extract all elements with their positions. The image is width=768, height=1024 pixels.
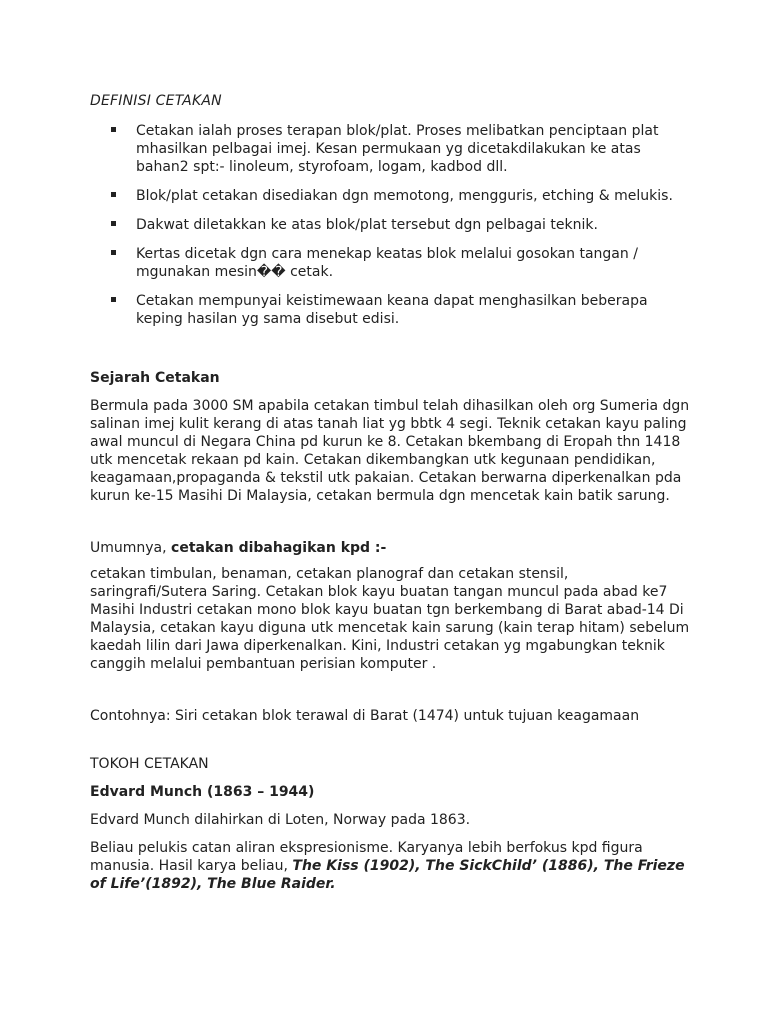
bullet-item [90,122,690,176]
bullet-text: Cetakan mempunyai keistimewaan keana dapat menghasilkan beberapa keping hasilan yg sama disebut edisi. [136,293,648,327]
square-bullet-icon [111,297,116,302]
umumnya-lead [90,539,690,557]
munch-works: The Kiss (1902), The SickChild’ (1886), The Frieze of Life’(1892), The Blue Raider. [90,858,685,892]
munch-born: Edvard Munch dilahirkan di Loten, Norway pada 1863. [90,812,471,828]
bullet-item [90,216,690,234]
document-page [90,84,690,893]
square-bullet-icon [111,127,116,132]
bullet-text: Kertas dicetak dgn cara menekap keatas blok melalui gosokan tangan / mgunakan mesin�� cetak. [136,246,638,280]
sejarah-paragraph: Bermula pada 3000 SM apabila cetakan timbul telah dihasilkan oleh org Sumeria dgn salinan imej kulit kerang di atas tanah liat yg bbtk 4 segi. Teknik cetakan kayu paling awal muncul di Negara China pd kurun ke 8. Cetakan bkembang di Eropah thn 1418 utk mencetak rekaan pd kain. Cetakan dikembangkan utk kegunaan pendidikan, keagamaan,propaganda & tekstil utk pakaian. Cetakan berwarna diperkenalkan pda kurun ke-15 Masihi Di Malaysia, cetakan bermula dgn mencetak kain batik sarung. [90,398,690,504]
munch-heading: Edvard Munch (1863 – 1944) [90,784,315,800]
umumnya-lead-bold: cetakan dibahagikan kpd :- [171,540,387,556]
bullet-item [90,292,690,328]
contoh-paragraph: Contohnya: Siri cetakan blok terawal di Barat (1474) untuk tujuan keagamaan [90,708,640,724]
square-bullet-icon [111,221,116,226]
square-bullet-icon [111,192,116,197]
umumnya-lead-text: Umumnya, [90,540,172,556]
bullet-text: Blok/plat cetakan disediakan dgn memotong, mengguris, etching & melukis. [136,188,673,204]
definisi-bullet-list [90,122,690,328]
square-bullet-icon [111,250,116,255]
bullet-item [90,245,690,281]
bullet-text: Dakwat diletakkan ke atas blok/plat tersebut dgn pelbagai teknik. [136,217,598,233]
sejarah-heading: Sejarah Cetakan [90,370,220,386]
munch-desc [90,839,690,893]
bullet-item [90,187,690,205]
umumnya-paragraph: cetakan timbulan, benaman, cetakan planograf dan cetakan stensil, saringrafi/Sutera Saring. Cetakan blok kayu buatan tangan muncul pada abad ke7 Masihi Industri cetakan mono blok kayu buatan tgn berkembang di Barat abad-14 Di Malaysia, cetakan kayu diguna utk mencetak kain sarung (kain terap hitam) sebelum kaedah lilin dari Jawa diperkenalkan. Kini, Industri cetakan yg mgabungkan teknik canggih melalui pembantuan perisian komputer . [90,566,690,672]
tokoh-heading: TOKOH CETAKAN [90,756,209,772]
munch-desc-text: Beliau pelukis catan aliran ekspresionisme. Karyanya lebih berfokus kpd figura manusia. Hasil karya beliau, [90,840,643,874]
definisi-heading: DEFINISI CETAKAN [90,93,222,109]
bullet-text: Cetakan ialah proses terapan blok/plat. Proses melibatkan penciptaan plat mhasilkan pelbagai imej. Kesan permukaan yg dicetakdilakukan ke atas bahan2 spt:- linoleum, styrofoam, logam, kadbod dll. [136,123,659,175]
